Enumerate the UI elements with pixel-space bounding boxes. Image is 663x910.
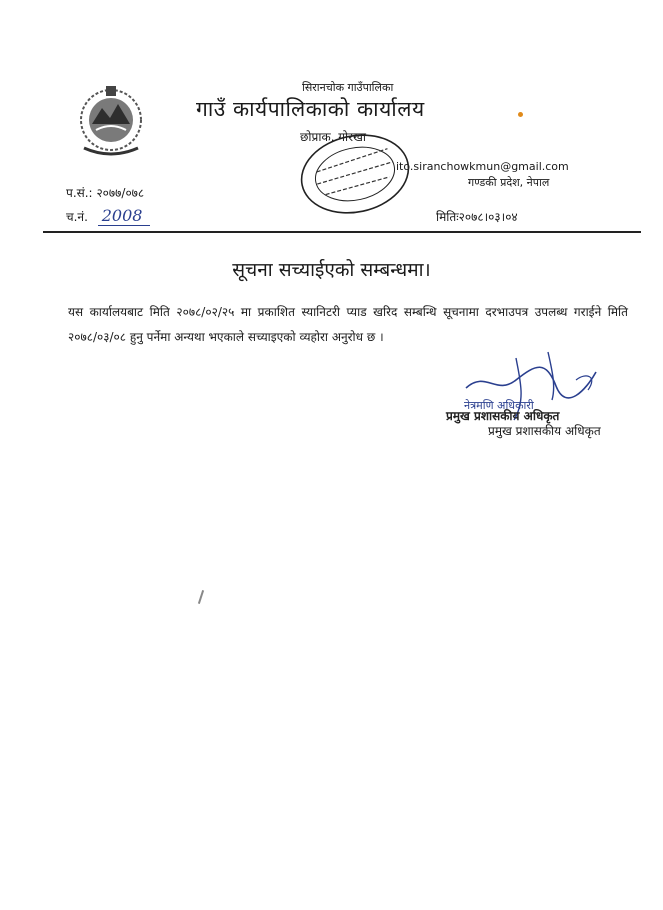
- office-seal-stamp: [296, 128, 414, 220]
- ps-value: २०७७/०७८: [96, 186, 145, 200]
- notice-subject: सूचना सच्याईएको सम्बन्धमा।: [232, 259, 431, 281]
- date-value: २०७८।०३।०४: [458, 210, 518, 224]
- notice-body: यस कार्यालयबाट मिति २०७८/०२/२५ मा प्रकाशित स्यानिटरी प्याड खरिद सम्बन्धि सूचनामा दरभाउपत्र उपलब्ध गराईने मिति २०७८/०३/०८ हुनु पर्नेमा अन्यथा भएकाले सच्याइएको व्यहोरा अनुरोध छ ।: [68, 305, 628, 344]
- office-location: छोप्राक, गोरखा: [300, 130, 366, 144]
- signatory-name: नेत्रमणि अधिकारी: [464, 399, 534, 412]
- municipality-name: सिरानचोक गाउँपालिका: [302, 81, 394, 94]
- date-label: मितिः: [436, 210, 459, 224]
- letter-date: [436, 208, 518, 225]
- office-title: गाउँ कार्यपालिकाको कार्यालय: [196, 97, 425, 121]
- signatory-title: प्रमुख प्रशासकीय अधिकृत: [488, 424, 601, 438]
- office-email: ito.siranchowkmun@gmail.com: [396, 160, 569, 173]
- nepal-emblem-icon: [70, 78, 152, 158]
- cn-label: च.नं.: [66, 210, 88, 224]
- reference-ps: [66, 184, 144, 201]
- office-province: गण्डकी प्रदेश, नेपाल: [468, 176, 550, 189]
- reference-cn: [66, 206, 150, 225]
- cn-value: 2008: [98, 206, 151, 226]
- signature-stamp-text: प्रमुख प्रशासकीय अधिकृत: [446, 409, 560, 423]
- ink-dot: [518, 112, 523, 117]
- ps-label: प.सं.:: [66, 186, 93, 200]
- header-divider: [43, 231, 641, 233]
- scan-mark: [198, 590, 204, 604]
